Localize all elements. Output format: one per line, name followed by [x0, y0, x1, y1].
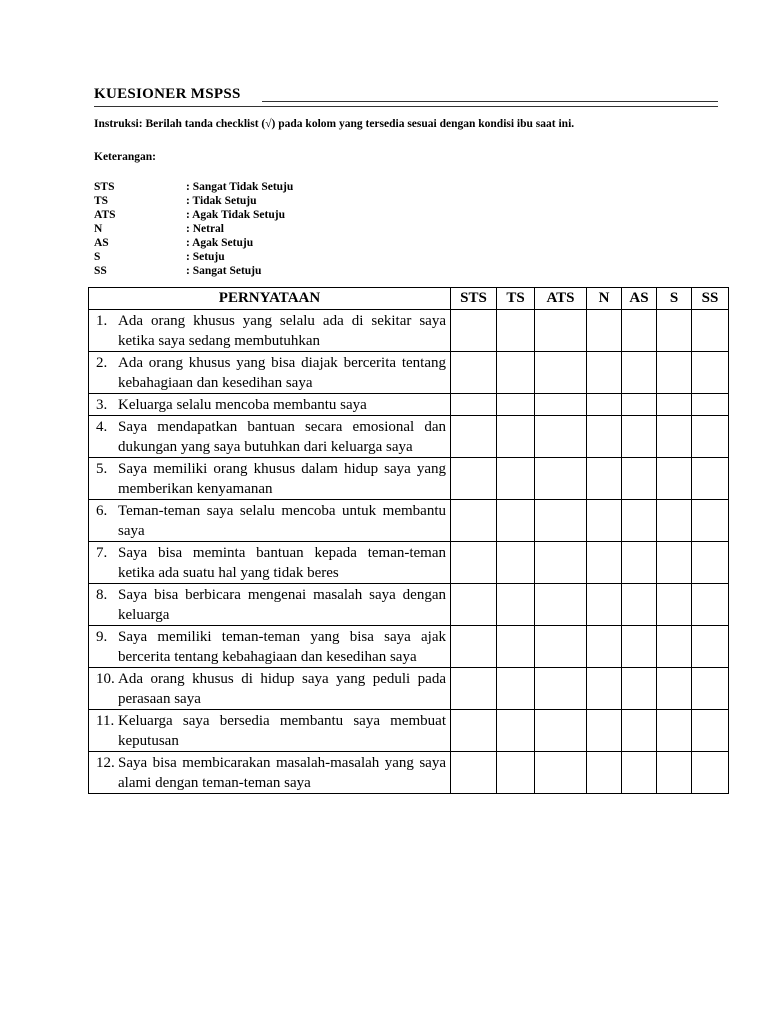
checkbox-cell-s[interactable]	[657, 394, 692, 416]
checkbox-cell-ts[interactable]	[497, 626, 535, 668]
checkbox-cell-s[interactable]	[657, 626, 692, 668]
legend-desc: : Netral	[186, 223, 224, 235]
table-row	[89, 352, 729, 394]
statement-text: Teman-teman saya selalu mencoba untuk membantu saya	[118, 503, 446, 539]
checkbox-cell-ts[interactable]	[497, 584, 535, 626]
checkbox-cell-as[interactable]	[622, 394, 657, 416]
statement-text: Saya bisa berbicara mengenai masalah saya dengan keluarga	[118, 587, 446, 623]
checkbox-cell-ss[interactable]	[692, 584, 729, 626]
legend-title: Keterangan:	[94, 151, 156, 163]
statement-cell	[89, 500, 451, 542]
checkbox-cell-s[interactable]	[657, 542, 692, 584]
checkbox-cell-ats[interactable]	[535, 352, 587, 394]
header-ts: TS	[497, 288, 535, 310]
checkbox-cell-ss[interactable]	[692, 458, 729, 500]
table-row	[89, 394, 729, 416]
legend-desc: : Agak Setuju	[186, 237, 254, 249]
checkbox-cell-ats[interactable]	[535, 752, 587, 794]
checkbox-cell-as[interactable]	[622, 752, 657, 794]
checkbox-cell-ss[interactable]	[692, 416, 729, 458]
header-s: S	[657, 288, 692, 310]
checkbox-cell-ats[interactable]	[535, 668, 587, 710]
checkbox-cell-ts[interactable]	[497, 500, 535, 542]
checkbox-cell-n[interactable]	[587, 458, 622, 500]
checkbox-cell-as[interactable]	[622, 626, 657, 668]
checkbox-cell-sts[interactable]	[451, 458, 497, 500]
table-row	[89, 500, 729, 542]
checkbox-cell-sts[interactable]	[451, 394, 497, 416]
statement-text: Saya bisa meminta bantuan kepada teman-teman ketika ada suatu hal yang tidak beres	[118, 545, 446, 581]
statement-number: 11.	[96, 713, 115, 729]
statement-number: 3.	[96, 397, 108, 413]
title-rule-top	[262, 101, 718, 102]
statement-cell	[89, 710, 451, 752]
legend-row	[94, 208, 293, 222]
header-ss: SS	[692, 288, 729, 310]
checkbox-cell-sts[interactable]	[451, 416, 497, 458]
checkbox-cell-ts[interactable]	[497, 310, 535, 352]
checkbox-cell-ats[interactable]	[535, 416, 587, 458]
legend-abbr: TS	[94, 195, 109, 207]
legend-row	[94, 222, 293, 236]
table-row	[89, 458, 729, 500]
table-row	[89, 310, 729, 352]
table-row	[89, 668, 729, 710]
checkbox-cell-as[interactable]	[622, 310, 657, 352]
checkbox-cell-s[interactable]	[657, 500, 692, 542]
checkbox-cell-ts[interactable]	[497, 668, 535, 710]
statement-cell	[89, 394, 451, 416]
checkbox-cell-n[interactable]	[587, 352, 622, 394]
statement-number: 10.	[96, 671, 115, 687]
statement-text: Saya mendapatkan bantuan secara emosional dan dukungan yang saya butuhkan dari keluarga saya	[118, 419, 446, 455]
legend-abbr: ATS	[94, 209, 116, 221]
legend-abbr: S	[94, 251, 101, 263]
legend-row	[94, 194, 293, 208]
checkbox-cell-s[interactable]	[657, 752, 692, 794]
header-n: N	[587, 288, 622, 310]
table-row	[89, 416, 729, 458]
checkbox-cell-sts[interactable]	[451, 752, 497, 794]
checkbox-cell-n[interactable]	[587, 416, 622, 458]
checkbox-cell-as[interactable]	[622, 584, 657, 626]
table-row	[89, 752, 729, 794]
legend-abbr: SS	[94, 265, 107, 277]
checkbox-cell-ats[interactable]	[535, 584, 587, 626]
statement-number: 4.	[96, 419, 108, 435]
statement-cell	[89, 626, 451, 668]
statement-text: Ada orang khusus yang selalu ada di sekitar saya ketika saya sedang membutuhkan	[118, 313, 446, 349]
checkbox-cell-ats[interactable]	[535, 626, 587, 668]
checkbox-cell-sts[interactable]	[451, 352, 497, 394]
checkbox-cell-ss[interactable]	[692, 310, 729, 352]
checkbox-cell-as[interactable]	[622, 668, 657, 710]
checkbox-cell-sts[interactable]	[451, 668, 497, 710]
statement-number: 12.	[96, 755, 115, 771]
header-pernyataan: PERNYATAAN	[89, 288, 451, 310]
checkbox-cell-ats[interactable]	[535, 458, 587, 500]
checkbox-cell-as[interactable]	[622, 710, 657, 752]
checkbox-cell-s[interactable]	[657, 668, 692, 710]
table-row	[89, 542, 729, 584]
table-header-row	[89, 288, 729, 310]
statement-number: 5.	[96, 461, 108, 477]
checkbox-cell-n[interactable]	[587, 710, 622, 752]
statement-number: 1.	[96, 313, 108, 329]
statement-text: Saya bisa membicarakan masalah-masalah yang saya alami dengan teman-teman saya	[118, 755, 446, 791]
legend-row	[94, 250, 293, 264]
checkbox-cell-ss[interactable]	[692, 626, 729, 668]
statement-cell	[89, 668, 451, 710]
statement-cell	[89, 416, 451, 458]
table-row	[89, 710, 729, 752]
legend-desc: : Sangat Tidak Setuju	[186, 181, 294, 193]
checkbox-cell-ats[interactable]	[535, 542, 587, 584]
checkbox-cell-ats[interactable]	[535, 710, 587, 752]
checkbox-cell-ats[interactable]	[535, 500, 587, 542]
checkbox-cell-n[interactable]	[587, 584, 622, 626]
checkbox-cell-sts[interactable]	[451, 542, 497, 584]
questionnaire-table	[88, 287, 729, 794]
checkbox-cell-ss[interactable]	[692, 542, 729, 584]
checkbox-cell-ss[interactable]	[692, 394, 729, 416]
checkbox-cell-ts[interactable]	[497, 710, 535, 752]
statement-cell	[89, 352, 451, 394]
checkbox-cell-as[interactable]	[622, 500, 657, 542]
table-row	[89, 626, 729, 668]
checkbox-cell-s[interactable]	[657, 458, 692, 500]
legend-abbr: N	[94, 223, 103, 235]
table-row	[89, 584, 729, 626]
instruction-text: Instruksi: Berilah tanda checklist (√) pada kolom yang tersedia sesuai dengan kondisi ibu saat ini.	[94, 118, 575, 130]
checkbox-cell-n[interactable]	[587, 542, 622, 584]
statement-text: Saya memiliki orang khusus dalam hidup saya yang memberikan kenyamanan	[118, 461, 446, 497]
checkbox-cell-n[interactable]	[587, 394, 622, 416]
checkbox-cell-ss[interactable]	[692, 668, 729, 710]
checkbox-cell-as[interactable]	[622, 542, 657, 584]
checkbox-cell-as[interactable]	[622, 458, 657, 500]
legend-desc: : Sangat Setuju	[186, 265, 262, 277]
page-title: KUESIONER MSPSS	[94, 86, 241, 102]
legend-row	[94, 180, 293, 194]
header-ats: ATS	[535, 288, 587, 310]
legend-row	[94, 236, 293, 250]
checkbox-cell-ts[interactable]	[497, 352, 535, 394]
legend	[94, 180, 293, 278]
checkbox-cell-ts[interactable]	[497, 416, 535, 458]
checkbox-cell-ts[interactable]	[497, 752, 535, 794]
statement-cell	[89, 458, 451, 500]
legend-desc: : Setuju	[186, 251, 225, 263]
checkbox-cell-ats[interactable]	[535, 310, 587, 352]
checkbox-cell-n[interactable]	[587, 626, 622, 668]
statement-cell	[89, 310, 451, 352]
statement-text: Keluarga selalu mencoba membantu saya	[118, 397, 367, 413]
legend-abbr: AS	[94, 237, 109, 249]
statement-text: Keluarga saya bersedia membantu saya membuat keputusan	[118, 713, 446, 749]
checkbox-cell-s[interactable]	[657, 352, 692, 394]
checkbox-cell-ss[interactable]	[692, 710, 729, 752]
statement-text: Saya memiliki teman-teman yang bisa saya ajak bercerita tentang kebahagiaan dan kesedihan saya	[118, 629, 446, 665]
legend-abbr: STS	[94, 181, 115, 193]
checkbox-cell-ts[interactable]	[497, 458, 535, 500]
checkbox-cell-sts[interactable]	[451, 626, 497, 668]
checkbox-cell-n[interactable]	[587, 752, 622, 794]
statement-number: 9.	[96, 629, 108, 645]
checkbox-cell-ats[interactable]	[535, 394, 587, 416]
statement-number: 2.	[96, 355, 108, 371]
checkbox-cell-sts[interactable]	[451, 500, 497, 542]
checkbox-cell-n[interactable]	[587, 500, 622, 542]
checkbox-cell-sts[interactable]	[451, 310, 497, 352]
checkbox-cell-s[interactable]	[657, 416, 692, 458]
statement-cell	[89, 584, 451, 626]
title-rule-bottom	[94, 106, 718, 107]
checkbox-cell-sts[interactable]	[451, 710, 497, 752]
legend-desc: : Agak Tidak Setuju	[186, 209, 285, 221]
checkbox-cell-ss[interactable]	[692, 500, 729, 542]
checkbox-cell-ts[interactable]	[497, 394, 535, 416]
statement-number: 7.	[96, 545, 108, 561]
checkbox-cell-s[interactable]	[657, 310, 692, 352]
statement-cell	[89, 752, 451, 794]
checkbox-cell-s[interactable]	[657, 584, 692, 626]
checkbox-cell-as[interactable]	[622, 352, 657, 394]
header-sts: STS	[451, 288, 497, 310]
statement-text: Ada orang khusus yang bisa diajak bercerita tentang kebahagiaan dan kesedihan saya	[118, 355, 446, 391]
checkbox-cell-as[interactable]	[622, 416, 657, 458]
legend-row	[94, 264, 293, 278]
legend-desc: : Tidak Setuju	[186, 195, 257, 207]
statement-cell	[89, 542, 451, 584]
checkbox-cell-ts[interactable]	[497, 542, 535, 584]
statement-number: 8.	[96, 587, 108, 603]
header-as: AS	[622, 288, 657, 310]
checkbox-cell-n[interactable]	[587, 310, 622, 352]
statement-text: Ada orang khusus di hidup saya yang peduli pada perasaan saya	[118, 671, 446, 707]
statement-number: 6.	[96, 503, 108, 519]
checkbox-cell-n[interactable]	[587, 668, 622, 710]
checkbox-cell-s[interactable]	[657, 710, 692, 752]
checkbox-cell-ss[interactable]	[692, 752, 729, 794]
checkbox-cell-ss[interactable]	[692, 352, 729, 394]
checkbox-cell-sts[interactable]	[451, 584, 497, 626]
